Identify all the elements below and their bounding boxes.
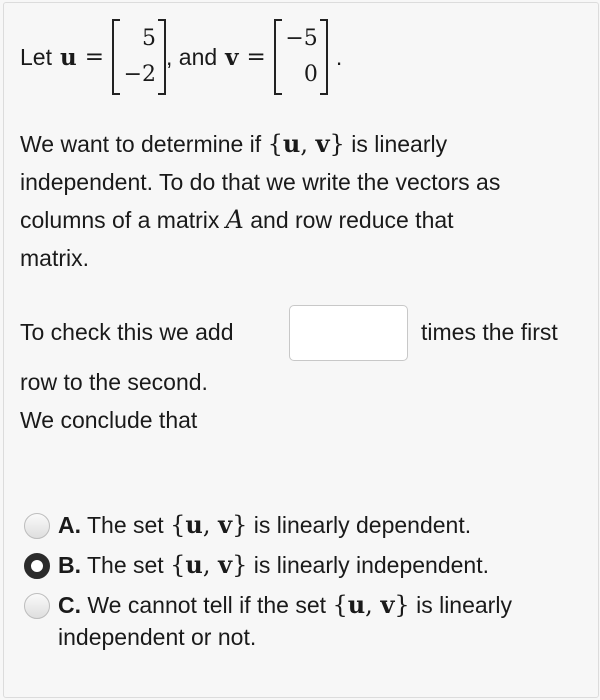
and-text: , and [166, 43, 218, 70]
check-line-2: row to the second. [20, 369, 208, 395]
check-text-before: To check this we add [20, 319, 234, 345]
vector-definitions [20, 12, 342, 102]
equals-sign: = [84, 44, 104, 70]
v-vector [274, 15, 328, 99]
set-notation: {u, v} [267, 129, 345, 158]
option-a[interactable]: A. The set {u, v} is linearly dependent. [20, 505, 590, 545]
u-symbol: u [59, 43, 77, 71]
set-notation: {u, v} [170, 510, 248, 539]
paragraph-line-2: independent. To do that we write the vectors as [20, 169, 501, 195]
paragraph-line-1: We want to determine if {u, v} is linearly [20, 129, 448, 158]
matrix-a-symbol: A [225, 205, 244, 234]
paragraph-line-4: matrix. [20, 245, 89, 271]
set-notation: {u, v} [170, 550, 248, 579]
v-symbol: v [225, 43, 239, 71]
answer-input[interactable] [289, 305, 408, 361]
period: . [335, 43, 343, 70]
let-text: Let [20, 43, 52, 70]
option-c-line-2: independent or not. [58, 624, 257, 650]
radio-button-b-selected[interactable] [24, 553, 50, 579]
conclude-text: We conclude that [20, 407, 198, 433]
v-entry-2: 0 [303, 62, 318, 87]
problem-paragraph [20, 125, 595, 277]
u-vector [112, 15, 166, 99]
check-text-after: times the first [421, 319, 558, 345]
u-entry-2: −2 [123, 62, 156, 87]
option-c[interactable]: C. We cannot tell if the set {u, v} is linearly independent or not. [20, 585, 590, 665]
radio-button-a[interactable] [24, 513, 50, 539]
radio-button-c[interactable] [24, 593, 50, 619]
equals-sign: = [246, 44, 266, 70]
option-b[interactable]: B. The set {u, v} is linearly independent. [20, 545, 590, 585]
u-entry-1: 5 [142, 26, 156, 51]
paragraph-line-3: columns of a matrix A and row reduce that [20, 205, 454, 234]
set-notation: {u, v} [332, 590, 410, 619]
v-entry-1: −5 [285, 26, 318, 51]
